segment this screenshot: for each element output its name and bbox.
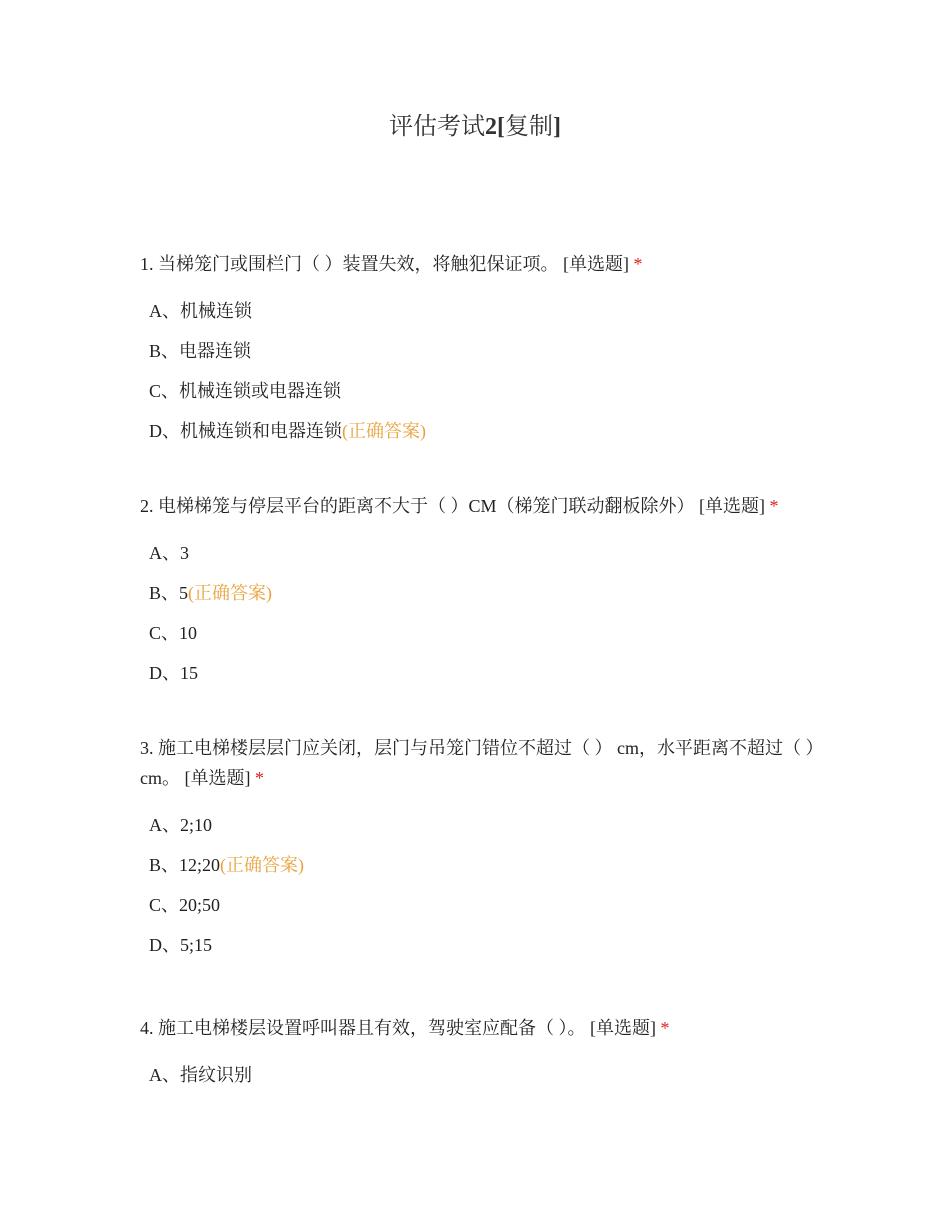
correct-answer-tag: (正确答案) — [220, 855, 305, 875]
option-a[interactable]: A、3 — [149, 543, 189, 563]
question-type-label: [单选题] — [563, 254, 629, 274]
option-b[interactable]: B、12;20(正确答案) — [149, 855, 305, 875]
title-text: 评估考试 — [389, 114, 485, 140]
question-3 — [140, 733, 820, 965]
option-a[interactable]: A、机械连锁 — [149, 301, 252, 321]
option-c[interactable]: C、20;50 — [149, 895, 221, 915]
option-c[interactable]: C、机械连锁或电器连锁 — [149, 381, 342, 401]
option-b[interactable]: B、电器连锁 — [149, 341, 252, 361]
question-text: 4. 施工电梯楼层设置呼叫器且有效，驾驶室应配备（ ）。 [单选题] * — [140, 1018, 670, 1038]
title-bracket: ] — [553, 114, 561, 140]
option-list — [140, 291, 820, 451]
question-4 — [140, 1013, 820, 1095]
question-type-label: [单选题] — [184, 768, 251, 788]
option-a[interactable]: A、2;10 — [149, 815, 213, 835]
question-type-label: [单选题] — [699, 496, 766, 516]
option-b[interactable]: B、5(正确答案) — [149, 583, 273, 603]
title-copy-text: 复制 — [505, 114, 553, 140]
title-bold-number: 2[ — [485, 114, 505, 140]
question-2 — [140, 491, 830, 693]
required-mark: * — [769, 496, 779, 516]
option-d[interactable]: D、机械连锁和电器连锁(正确答案) — [149, 421, 426, 441]
question-1 — [140, 249, 820, 451]
question-text: 3. 施工电梯楼层层门应关闭，层门与吊笼门错位不超过（ ） cm，水平距离不超过（ ）cm。 [单选题] * — [140, 738, 815, 788]
option-a[interactable]: A、指纹识别 — [149, 1065, 252, 1085]
question-type-label: [单选题] — [590, 1018, 656, 1038]
question-text: 1. 当梯笼门或围栏门（ ）装置失效，将触犯保证项。 [单选题] * — [140, 254, 643, 274]
required-mark: * — [660, 1018, 670, 1038]
required-mark: * — [255, 768, 264, 788]
option-list — [140, 1055, 820, 1095]
option-list — [140, 533, 830, 693]
survey-title — [0, 111, 950, 143]
option-d[interactable]: D、15 — [149, 663, 198, 683]
correct-answer-tag: (正确答案) — [188, 583, 273, 603]
option-d[interactable]: D、5;15 — [149, 935, 213, 955]
required-mark: * — [633, 254, 643, 274]
correct-answer-tag: (正确答案) — [342, 421, 426, 441]
question-text: 2. 电梯梯笼与停层平台的距离不大于（ ）CM（梯笼门联动翻板除外） [单选题] * — [140, 496, 779, 516]
option-list — [140, 805, 820, 965]
option-c[interactable]: C、10 — [149, 623, 198, 643]
